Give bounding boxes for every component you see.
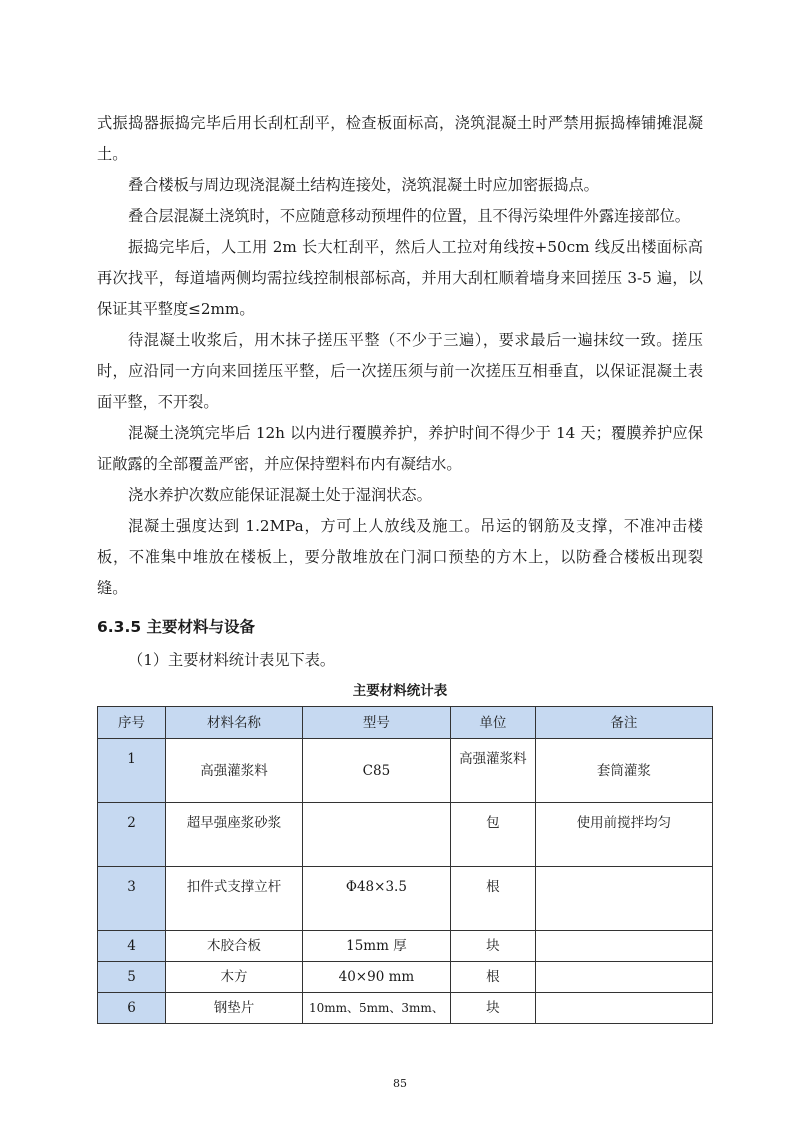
row-unit: 根 bbox=[450, 867, 535, 931]
header-remarks: 备注 bbox=[535, 707, 712, 739]
row-material-name: 高强灌浆料 bbox=[166, 739, 303, 803]
table-row bbox=[98, 739, 713, 803]
row-unit: 包 bbox=[450, 803, 535, 867]
page-number: 85 bbox=[393, 1077, 407, 1090]
row-remarks bbox=[535, 931, 712, 962]
row-material-name: 超早强座浆砂浆 bbox=[166, 803, 303, 867]
header-model: 型号 bbox=[303, 707, 451, 739]
paragraph-troweling: 待混凝土收浆后，用木抹子搓压平整（不少于三遍），要求最后一遍抹纹一致。搓压时，应沿同一方向来回搓压平整，后一次搓压须与前一次搓压互相垂直，以保证混凝土表面平整，不开裂。 bbox=[97, 331, 703, 411]
row-material-name: 木胶合板 bbox=[166, 931, 303, 962]
table-row bbox=[98, 867, 713, 931]
paragraph-watering: 浇水养护次数应能保证混凝土处于湿润状态。 bbox=[128, 486, 432, 504]
row-unit: 块 bbox=[450, 993, 535, 1024]
materials-table bbox=[97, 706, 713, 1024]
table-row bbox=[98, 993, 713, 1024]
paragraph-leveling: 振捣完毕后，人工用 2m 长大杠刮平，然后人工拉对角线按+50cm 线反出楼面标高再次找平，每道墙两侧均需拉线控制根部标高，并用大刮杠顺着墙身来回搓压 3-5 遍，以保证其平整度≤2mm。 bbox=[97, 238, 703, 318]
row-seq: 6 bbox=[98, 993, 166, 1024]
row-model: Φ48×3.5 bbox=[303, 867, 451, 931]
section-heading: 6.3.5 主要材料与设备 bbox=[97, 618, 256, 636]
row-remarks bbox=[535, 867, 712, 931]
row-material-name: 钢垫片 bbox=[166, 993, 303, 1024]
row-seq: 1 bbox=[98, 739, 166, 803]
row-model bbox=[303, 803, 451, 867]
row-model: 15mm 厚 bbox=[303, 931, 451, 962]
table-row bbox=[98, 803, 713, 867]
table-intro-line: （1）主要材料统计表见下表。 bbox=[128, 651, 336, 669]
row-unit: 根 bbox=[450, 962, 535, 993]
header-seq: 序号 bbox=[98, 707, 166, 739]
header-unit: 单位 bbox=[450, 707, 535, 739]
row-remarks bbox=[535, 962, 712, 993]
row-model: 40×90 mm bbox=[303, 962, 451, 993]
row-model: C85 bbox=[303, 739, 451, 803]
row-seq: 3 bbox=[98, 867, 166, 931]
paragraph-joint-vibration: 叠合楼板与周边现浇混凝土结构连接处，浇筑混凝土时应加密振捣点。 bbox=[128, 176, 599, 194]
paragraph-curing-film: 混凝土浇筑完毕后 12h 以内进行覆膜养护，养护时间不得少于 14 天；覆膜养护应保证敞露的全部覆盖严密，并应保持塑料布内有凝结水。 bbox=[97, 424, 703, 473]
table-row bbox=[98, 962, 713, 993]
row-remarks: 套筒灌浆 bbox=[535, 739, 712, 803]
row-seq: 2 bbox=[98, 803, 166, 867]
row-remarks bbox=[535, 993, 712, 1024]
row-seq: 4 bbox=[98, 931, 166, 962]
row-seq: 5 bbox=[98, 962, 166, 993]
paragraph-embedded-parts: 叠合层混凝土浇筑时，不应随意移动预埋件的位置，且不得污染埋件外露连接部位。 bbox=[128, 207, 690, 225]
row-unit: 高强灌浆料 bbox=[450, 739, 535, 803]
table-title: 主要材料统计表 bbox=[352, 683, 448, 699]
row-remarks: 使用前搅拌均匀 bbox=[535, 803, 712, 867]
row-model: 10mm、5mm、3mm、 bbox=[303, 993, 451, 1024]
header-material-name: 材料名称 bbox=[166, 707, 303, 739]
paragraph-vibration: 式振捣器振捣完毕后用长刮杠刮平，检查板面标高，浇筑混凝土时严禁用振捣棒铺摊混凝土。 bbox=[97, 114, 703, 163]
row-unit: 块 bbox=[450, 931, 535, 962]
row-material-name: 扣件式支撑立杆 bbox=[166, 867, 303, 931]
table-row bbox=[98, 931, 713, 962]
row-material-name: 木方 bbox=[166, 962, 303, 993]
table-header-row bbox=[98, 707, 713, 739]
paragraph-strength-loading: 混凝土强度达到 1.2MPa，方可上人放线及施工。吊运的钢筋及支撑，不准冲击楼板，不准集中堆放在楼板上，要分散堆放在门洞口预垫的方木上，以防叠合楼板出现裂缝。 bbox=[97, 517, 703, 597]
